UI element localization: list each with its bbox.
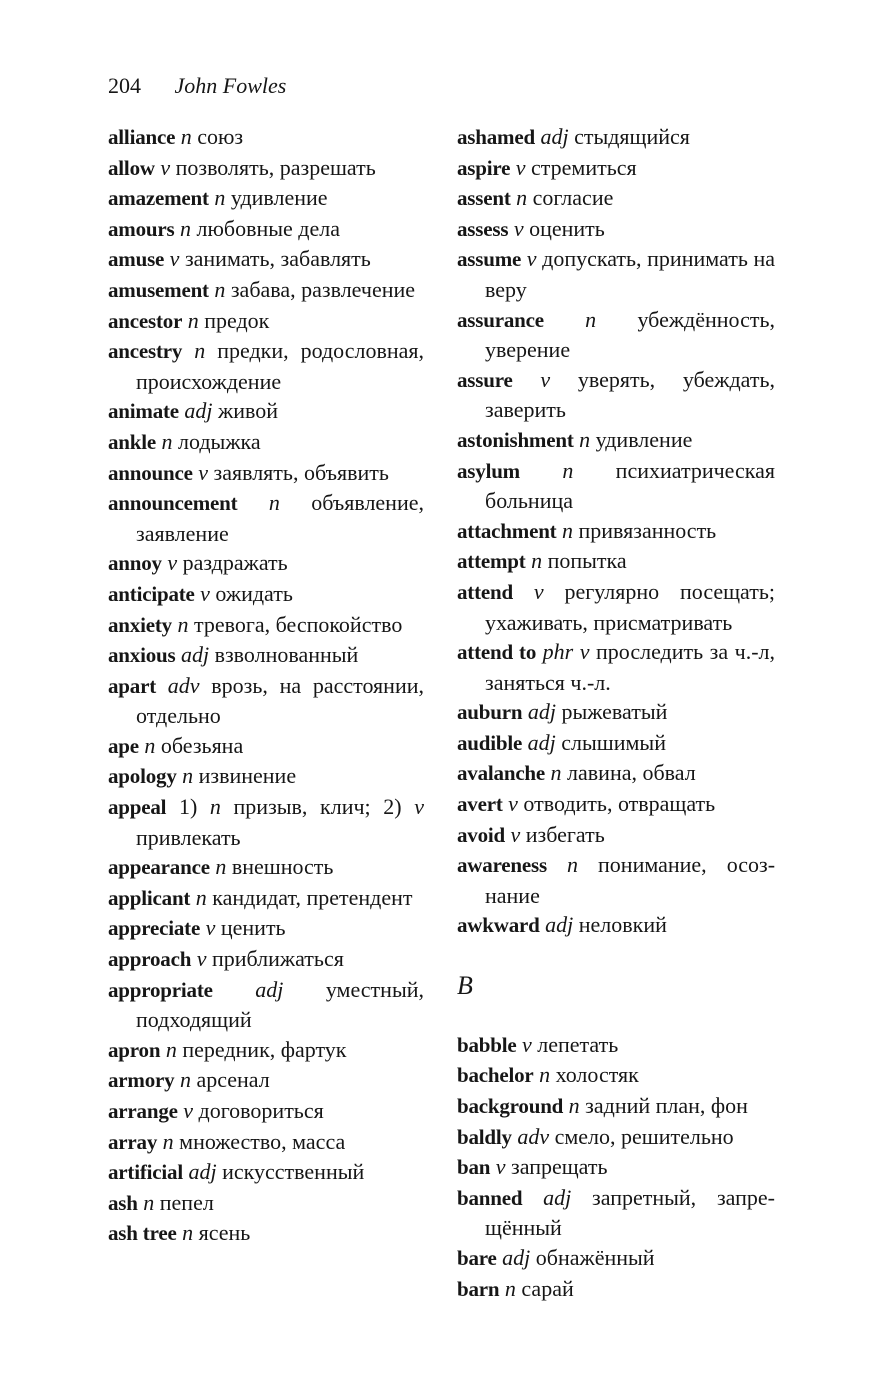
part-of-speech: n bbox=[209, 794, 221, 820]
headword: approach bbox=[108, 947, 192, 972]
glossary-entry bbox=[457, 577, 775, 637]
part-of-speech: n bbox=[516, 185, 528, 211]
translation: союз bbox=[197, 124, 244, 149]
headword: amuse bbox=[108, 247, 165, 272]
part-of-speech: n bbox=[165, 1036, 177, 1062]
glossary-entry bbox=[457, 1060, 775, 1091]
translation: раздражать bbox=[182, 550, 288, 576]
headword: assume bbox=[457, 247, 522, 272]
translation: тревога, беспокойство bbox=[193, 611, 403, 637]
translation: смело, решительно bbox=[554, 1123, 734, 1149]
page-number: 204 bbox=[108, 73, 141, 98]
part-of-speech: v bbox=[196, 946, 207, 972]
glossary-entry bbox=[108, 792, 424, 852]
part-of-speech: v bbox=[169, 246, 180, 272]
part-of-speech: v bbox=[160, 154, 171, 180]
headword: applicant bbox=[108, 885, 191, 910]
headword: amours bbox=[108, 216, 175, 241]
translation: стремиться bbox=[531, 154, 637, 180]
headword: ash bbox=[108, 1190, 138, 1215]
translation: привязанность bbox=[578, 517, 717, 543]
glossary-entry bbox=[108, 244, 424, 275]
glossary-entry bbox=[108, 852, 424, 883]
headword: asylum bbox=[457, 458, 520, 483]
part-of-speech: v bbox=[540, 366, 551, 392]
translation: предок bbox=[204, 307, 270, 333]
translation: забава, развлечение bbox=[230, 276, 416, 302]
translation: лавина, обвал bbox=[567, 760, 696, 786]
translation: объявление, заявление bbox=[136, 490, 424, 546]
part-of-speech: adj bbox=[255, 976, 284, 1002]
headword: attend bbox=[457, 579, 513, 604]
translation: согласие bbox=[532, 185, 614, 211]
glossary-entry bbox=[457, 1152, 775, 1183]
headword: ancestry bbox=[108, 339, 183, 364]
glossary-entry bbox=[108, 883, 424, 914]
glossary-entry bbox=[108, 944, 424, 975]
glossary-entry bbox=[108, 458, 424, 489]
headword: appropriate bbox=[108, 977, 213, 1002]
glossary-entry bbox=[457, 1183, 775, 1243]
part-of-speech: n bbox=[180, 124, 192, 149]
translation: уверять, убеждать, заверить bbox=[485, 366, 776, 423]
headword: allow bbox=[108, 155, 155, 180]
headword: avoid bbox=[457, 822, 506, 847]
headword: ashamed bbox=[457, 125, 535, 149]
section-letter: B bbox=[457, 970, 473, 1000]
part-of-speech: v bbox=[522, 1031, 532, 1057]
headword: anxious bbox=[108, 643, 176, 668]
glossary-entry bbox=[457, 910, 775, 941]
headword: bare bbox=[457, 1245, 497, 1270]
headword: appearance bbox=[108, 855, 210, 880]
headword: attend to bbox=[457, 640, 537, 665]
glossary-column-right bbox=[457, 122, 775, 1304]
glossary-entry bbox=[457, 365, 775, 425]
part-of-speech: n bbox=[143, 1189, 155, 1215]
headword: artificial bbox=[108, 1160, 183, 1185]
glossary-entry bbox=[108, 427, 424, 458]
part-of-speech: n bbox=[177, 611, 189, 637]
part-of-speech: adj bbox=[543, 1184, 572, 1210]
part-of-speech: n bbox=[268, 490, 280, 516]
translation: 1) bbox=[178, 794, 210, 820]
translation: обнажённый bbox=[535, 1244, 655, 1270]
headword: announce bbox=[108, 460, 193, 485]
glossary-entry bbox=[108, 1127, 424, 1158]
part-of-speech: v bbox=[508, 791, 518, 817]
glossary-entry bbox=[457, 1122, 775, 1153]
translation: неловкий bbox=[578, 912, 667, 938]
translation: лодыжка bbox=[178, 428, 261, 454]
part-of-speech: n bbox=[179, 1067, 191, 1093]
translation: договориться bbox=[198, 1098, 324, 1123]
translation: искусственный bbox=[222, 1159, 365, 1185]
headword: apart bbox=[108, 673, 156, 698]
glossary-entry bbox=[457, 1030, 775, 1061]
translation: удивление bbox=[595, 426, 693, 452]
glossary-entry bbox=[457, 244, 775, 304]
headword: amazement bbox=[108, 186, 209, 211]
headword: appreciate bbox=[108, 916, 201, 941]
part-of-speech: n bbox=[161, 428, 173, 454]
headword: baldly bbox=[457, 1124, 512, 1149]
translation: задний план, фон bbox=[585, 1093, 748, 1118]
headword: ankle bbox=[108, 429, 157, 454]
translation: любовные дела bbox=[196, 215, 340, 241]
translation: предки, родословная, происхождение bbox=[136, 338, 425, 394]
headword: barn bbox=[457, 1276, 500, 1301]
glossary-entry bbox=[108, 975, 424, 1035]
glossary-entry bbox=[457, 305, 775, 365]
part-of-speech: adj bbox=[184, 398, 213, 424]
glossary-entry bbox=[457, 789, 775, 820]
translation: запрещать bbox=[511, 1154, 608, 1180]
headword: arrange bbox=[108, 1099, 178, 1123]
glossary-entry bbox=[108, 275, 424, 306]
part-of-speech: adj bbox=[180, 642, 210, 668]
part-of-speech: v bbox=[515, 154, 526, 180]
part-of-speech: n bbox=[504, 1275, 516, 1301]
translation: отводить, отвращать bbox=[523, 791, 716, 817]
running-head-author: John Fowles bbox=[174, 73, 287, 98]
headword: attachment bbox=[457, 518, 557, 543]
headword: armory bbox=[108, 1068, 175, 1093]
glossary-entry bbox=[457, 728, 775, 759]
translation: психиатрическая больница bbox=[485, 457, 775, 514]
part-of-speech: n bbox=[144, 732, 156, 758]
glossary-entry bbox=[108, 306, 424, 337]
part-of-speech: n bbox=[179, 215, 191, 241]
part-of-speech: adj bbox=[527, 729, 556, 755]
translation: слышимый bbox=[561, 729, 666, 755]
glossary-entry bbox=[108, 336, 424, 396]
glossary-entry bbox=[457, 183, 775, 214]
glossary-entry bbox=[108, 1218, 424, 1249]
headword: awkward bbox=[457, 913, 540, 938]
glossary-column-left bbox=[108, 122, 424, 1249]
headword: assent bbox=[457, 186, 511, 211]
translation: холостяк bbox=[555, 1062, 639, 1088]
headword: audible bbox=[457, 730, 523, 755]
glossary-entry bbox=[108, 1188, 424, 1219]
glossary-entry bbox=[108, 1096, 424, 1127]
translation: допускать, принимать на веру bbox=[485, 246, 776, 302]
glossary-entry bbox=[457, 214, 775, 245]
headword: auburn bbox=[457, 700, 523, 725]
translation: стыдящийся bbox=[574, 124, 690, 149]
headword: banned bbox=[457, 1185, 523, 1210]
glossary-entry bbox=[108, 913, 424, 944]
glossary-entry bbox=[457, 456, 775, 516]
headword: anticipate bbox=[108, 581, 195, 606]
translation: приближаться bbox=[211, 946, 344, 972]
glossary-entry bbox=[108, 153, 424, 184]
part-of-speech: n bbox=[195, 884, 207, 910]
part-of-speech: n bbox=[562, 457, 574, 483]
translation: проследить за ч.-л, заняться ч.-л. bbox=[485, 639, 776, 695]
part-of-speech: v bbox=[513, 215, 524, 241]
glossary-entry bbox=[108, 396, 424, 427]
entry-list-right-a bbox=[457, 122, 775, 941]
glossary-entry bbox=[457, 637, 775, 697]
glossary-entry bbox=[108, 122, 424, 153]
part-of-speech: n bbox=[182, 1220, 194, 1246]
headword: avalanche bbox=[457, 761, 546, 786]
glossary-entry bbox=[108, 1035, 424, 1066]
headword: aspire bbox=[457, 155, 511, 180]
headword: attempt bbox=[457, 549, 526, 574]
part-of-speech: v bbox=[200, 580, 210, 606]
headword: assurance bbox=[457, 307, 544, 332]
translation: избегать bbox=[525, 821, 605, 847]
glossary-entry bbox=[108, 183, 424, 214]
translation: понимание, осознание bbox=[485, 852, 776, 908]
glossary-entry bbox=[457, 1274, 775, 1305]
part-of-speech: n bbox=[585, 306, 597, 332]
part-of-speech: n bbox=[550, 760, 562, 786]
translation: уместный, подходящий bbox=[136, 976, 424, 1033]
headword: ash tree bbox=[108, 1221, 177, 1246]
headword: assess bbox=[457, 216, 509, 241]
glossary-entry bbox=[108, 579, 424, 610]
part-of-speech: adv bbox=[167, 672, 200, 698]
translation: позволять, разрешать bbox=[175, 154, 376, 180]
part-of-speech: n bbox=[194, 338, 206, 364]
part-of-speech: v bbox=[167, 550, 178, 576]
translation: живой bbox=[218, 398, 279, 424]
translation: привлекать bbox=[136, 824, 241, 850]
glossary-entry bbox=[108, 610, 424, 641]
translation: ценить bbox=[220, 915, 286, 941]
translation: врозь, на расстоянии, отдельно bbox=[136, 672, 424, 729]
headword: apron bbox=[108, 1037, 161, 1062]
part-of-speech: v bbox=[533, 578, 544, 604]
headword: ancestor bbox=[108, 308, 183, 333]
translation: оценить bbox=[529, 215, 605, 241]
translation: извинение bbox=[198, 763, 297, 789]
headword: astonishment bbox=[457, 427, 574, 452]
part-of-speech: n bbox=[215, 854, 227, 880]
headword: avert bbox=[457, 792, 503, 817]
entry-list-right-b bbox=[457, 1030, 775, 1304]
part-of-speech: adj bbox=[540, 124, 569, 149]
glossary-entry bbox=[108, 548, 424, 579]
part-of-speech: n bbox=[182, 763, 194, 789]
part-of-speech: n bbox=[214, 185, 226, 211]
translation: множество, масса bbox=[179, 1128, 346, 1154]
translation: регулярно посещать; ухаживать, присматривать bbox=[485, 578, 776, 635]
translation: заявлять, объявить bbox=[213, 459, 389, 485]
part-of-speech: adj bbox=[188, 1159, 217, 1185]
part-of-speech: v bbox=[526, 246, 537, 272]
headword: appeal bbox=[108, 795, 167, 820]
translation: лепетать bbox=[537, 1031, 619, 1057]
translation: попытка bbox=[547, 548, 627, 574]
glossary-entry bbox=[457, 516, 775, 547]
translation: обезьяна bbox=[160, 732, 244, 758]
translation: рыжеватый bbox=[561, 699, 668, 725]
part-of-speech: n bbox=[214, 276, 226, 302]
part-of-speech: v bbox=[510, 821, 521, 847]
part-of-speech: n bbox=[568, 1093, 580, 1118]
glossary-entry bbox=[108, 761, 424, 792]
part-of-speech: n bbox=[162, 1128, 174, 1154]
headword: anxiety bbox=[108, 612, 172, 637]
part-of-speech: v bbox=[414, 794, 425, 820]
translation: призыв, клич; 2) bbox=[220, 794, 415, 820]
translation: внешность bbox=[231, 854, 334, 880]
translation: удивление bbox=[230, 185, 328, 211]
translation: убеждённость, уверение bbox=[485, 306, 776, 363]
headword: bachelor bbox=[457, 1063, 534, 1088]
glossary-entry bbox=[457, 1243, 775, 1274]
glossary-entry bbox=[457, 820, 775, 851]
part-of-speech: v bbox=[183, 1098, 194, 1123]
part-of-speech: adj bbox=[545, 912, 574, 938]
part-of-speech: n bbox=[539, 1062, 551, 1088]
part-of-speech: adj bbox=[502, 1244, 531, 1270]
glossary-entry bbox=[457, 697, 775, 728]
part-of-speech: n bbox=[187, 307, 199, 333]
headword: ape bbox=[108, 733, 139, 758]
glossary-entry bbox=[457, 425, 775, 456]
part-of-speech: n bbox=[567, 852, 578, 878]
headword: ban bbox=[457, 1155, 491, 1180]
part-of-speech: phr v bbox=[542, 639, 590, 665]
headword: background bbox=[457, 1094, 564, 1118]
glossary-entry bbox=[108, 1065, 424, 1096]
translation: запретный, запрещённый bbox=[485, 1184, 775, 1241]
headword: awareness bbox=[457, 853, 547, 878]
translation: арсенал bbox=[196, 1067, 270, 1093]
translation: сарай bbox=[521, 1275, 574, 1301]
headword: babble bbox=[457, 1032, 517, 1057]
part-of-speech: n bbox=[561, 517, 573, 543]
headword: assure bbox=[457, 367, 513, 392]
glossary-entry bbox=[457, 758, 775, 789]
part-of-speech: v bbox=[198, 459, 209, 485]
translation: кандидат, претендент bbox=[212, 884, 413, 910]
translation: ясень bbox=[198, 1220, 251, 1246]
glossary-entry bbox=[457, 546, 775, 577]
glossary-entry bbox=[457, 1091, 775, 1122]
headword: array bbox=[108, 1129, 158, 1154]
glossary-entry bbox=[108, 671, 424, 731]
entry-list-left bbox=[108, 122, 424, 1249]
part-of-speech: v bbox=[205, 915, 216, 941]
translation: ожидать bbox=[215, 580, 293, 606]
headword: annoy bbox=[108, 551, 162, 576]
headword: alliance bbox=[108, 125, 176, 149]
glossary-entry bbox=[457, 122, 775, 153]
headword: amusement bbox=[108, 277, 209, 302]
translation: пепел bbox=[159, 1189, 214, 1215]
glossary-entry bbox=[457, 850, 775, 910]
glossary-entry bbox=[108, 640, 424, 671]
headword: animate bbox=[108, 399, 179, 424]
part-of-speech: v bbox=[495, 1154, 506, 1180]
translation: взволнованный bbox=[214, 642, 359, 668]
translation: передник, фартук bbox=[182, 1036, 347, 1062]
part-of-speech: adv bbox=[517, 1123, 550, 1149]
translation: занимать, забавлять bbox=[184, 246, 371, 272]
part-of-speech: adj bbox=[527, 699, 556, 725]
glossary-entry bbox=[108, 1157, 424, 1188]
part-of-speech: n bbox=[579, 426, 591, 452]
glossary-entry bbox=[108, 731, 424, 762]
part-of-speech: n bbox=[531, 548, 543, 574]
headword: announcement bbox=[108, 491, 238, 516]
glossary-entry bbox=[108, 214, 424, 245]
headword: apology bbox=[108, 764, 177, 789]
glossary-entry bbox=[457, 153, 775, 184]
running-header bbox=[108, 68, 286, 104]
glossary-entry bbox=[108, 488, 424, 548]
